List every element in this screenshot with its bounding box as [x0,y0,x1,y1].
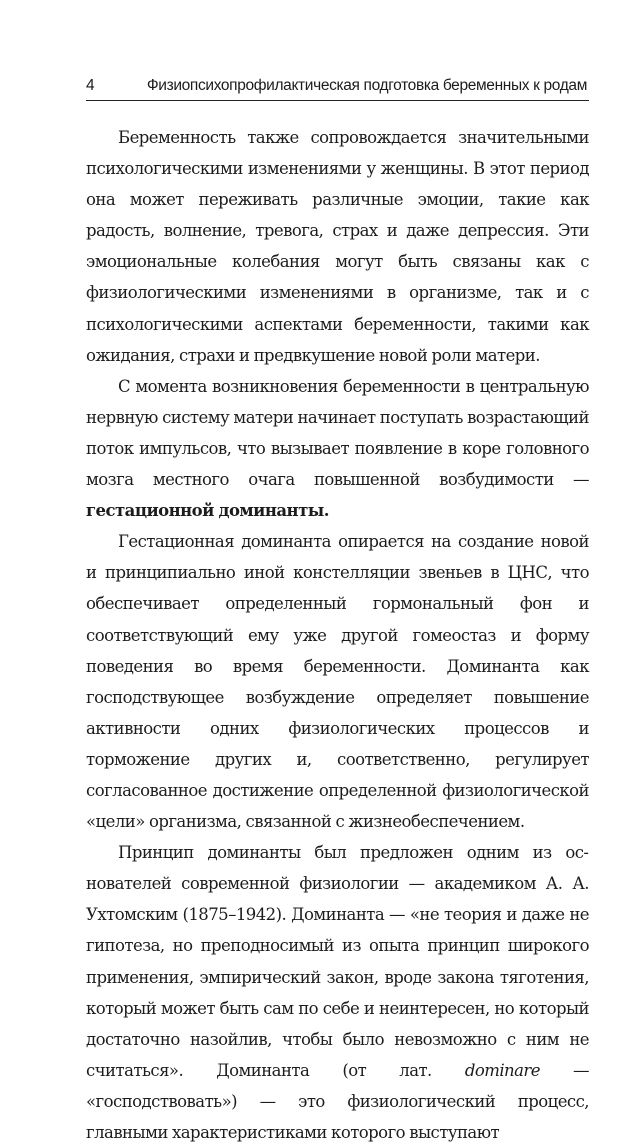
paragraph-4-text-start: Принцип доминанты был предложен одним из основателей современной физиологии — академиком А. А. Ухтомским (1875–1942). Доминанта — «не теория и даже не гипотеза, но преподносимый из опыта принцип широкого применения, эмпирический закон, вроде закона тяготения, который может быть сам по себе и неинтересен, но который достаточно назойлив, чтобы было невозможно с ним не считаться». Доминанта (от лат. [86,843,589,1080]
running-header [86,76,589,101]
paragraph-2-text: С момента возникновения беременности в центральную нервную систему матери начинает поступать возрастающий поток импульсов, что вызывает появление в коре головного мозга местного очага повышенной возбудимости — [86,376,589,490]
body-text [86,122,589,1148]
latin-term: dominare [464,1060,540,1080]
paragraph-2 [86,371,589,526]
paragraph-4 [86,837,589,1148]
bold-term-gestational-dominant: гестационной доминанты. [86,501,329,521]
paragraph-3: Гестационная доминанта опирается на создание новой и принципиально иной констелляции звеньев в ЦНС, что обеспечивает определенный гормональный фон и соответствующий ему уже другой гомеостаз и форму поведения во время беременности. Доминанта как господствующее возбуждение определяет повышение активности одних физиологических процессов и торможение других и, соответственно, регулирует согласованное достижение определенной физиологической «цели» организма, связанной с жизнеобеспечением. [86,532,589,832]
running-header-title: Физиопсихопрофилактическая подготовка беременных к родам [146,77,587,94]
paragraph-4-text-end: — «господствовать») — это физиологический процесс, главными характеристиками которого выступают [86,1060,589,1142]
page-number: 4 [86,77,95,94]
paragraph-1: Беременность также сопровождается значительными психологическими изменениями у женщины. В этот период она может переживать различные эмоции, такие как радость, волнение, тревога, страх и даже депрессия. Эти эмоциональные колебания могут быть связаны как с физиологическими изменениями в организме, так и с психологическими аспектами беременности, такими как ожидания, страхи и предвкушение новой роли матери. [86,128,589,365]
